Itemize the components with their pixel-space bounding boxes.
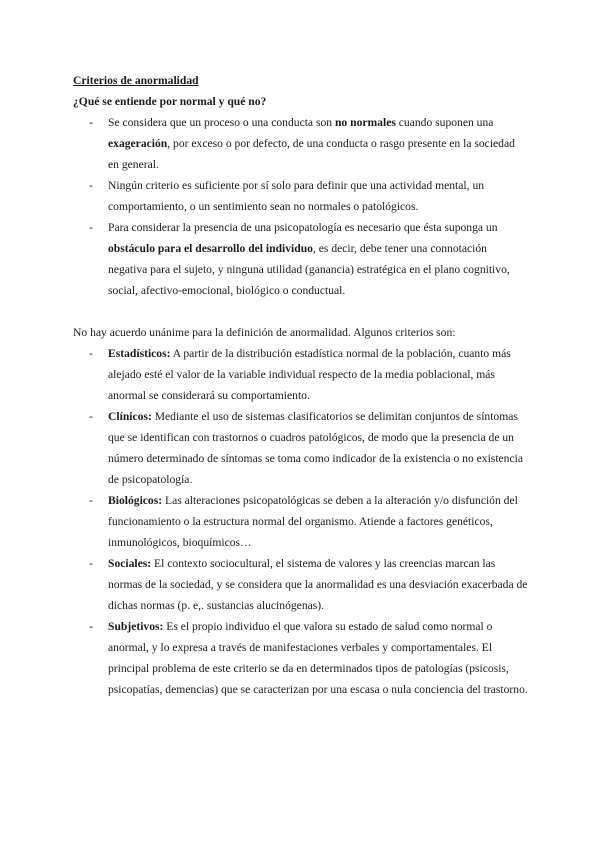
item-text: Para considerar la presencia de una psicopatología es necesario que ésta suponga un xyxy=(108,221,498,234)
list-item xyxy=(73,175,528,217)
dash-bullet: - xyxy=(89,557,93,570)
criteria-list xyxy=(73,343,528,700)
criterion-text: Mediante el uso de sistemas clasificatorios se delimitan conjuntos de síntomas que se identifican con trastornos o cuadros patológicos, de modo que la presencia de un número determinado de síntomas se toma como indicador de la existencia o no existencia de psicopatología. xyxy=(108,410,523,486)
list-item xyxy=(73,112,528,175)
criterion-text: A partir de la distribución estadística normal de la población, cuanto más alejado esté el valor de la variable individual respecto de la media poblacional, más anormal se considerará su comportamiento. xyxy=(108,347,511,402)
item-text: Ningún criterio es suficiente por sí solo para definir que una actividad mental, un comportamiento, o un sentimiento sean no normales o patológicos. xyxy=(108,179,485,213)
dash-bullet: - xyxy=(89,179,93,192)
dash-bullet: - xyxy=(89,410,93,423)
item-text: Se considera que un proceso o una conducta son xyxy=(108,116,335,129)
criterion-label: Estadísticos: xyxy=(108,347,171,360)
item-bold: exageración xyxy=(108,137,168,150)
intro-paragraph: No hay acuerdo unánime para la definición de anormalidad. Algunos criterios son: xyxy=(73,326,456,339)
criterion-biological xyxy=(73,490,528,553)
criterion-label: Biológicos: xyxy=(108,494,163,507)
definition-list xyxy=(73,112,528,301)
document-title: Criterios de anormalidad xyxy=(73,74,199,87)
item-text: cuando suponen una xyxy=(395,116,494,129)
dash-bullet: - xyxy=(89,347,93,360)
criterion-subjective xyxy=(73,616,528,700)
criterion-label: Clínicos: xyxy=(108,410,152,423)
criterion-statistical xyxy=(73,343,528,406)
dash-bullet: - xyxy=(89,494,93,507)
document-subtitle: ¿Qué se entiende por normal y qué no? xyxy=(73,95,267,108)
criterion-clinical xyxy=(73,406,528,490)
list-item xyxy=(73,217,528,301)
item-bold: obstáculo para el desarrollo del individuo xyxy=(108,242,313,255)
item-text: , es decir, debe tener una connotación negativa para el sujeto, y ninguna utilidad (ganancia) estratégica en el plano cognitivo, social, afectivo-emocional, biológico o conductual. xyxy=(108,242,510,297)
criterion-text: Las alteraciones psicopatológicas se deben a la alteración y/o disfunción del funcionamiento o la estructura normal del organismo. Atiende a factores genéticos, inmunológicos, bioquímicos… xyxy=(108,494,518,549)
criterion-text: El contexto sociocultural, el sistema de valores y las creencias marcan las normas de la sociedad, y se considera que la anormalidad es una desviación exacerbada de dichas normas (p. e,. sustancias alucinógenas). xyxy=(108,557,528,612)
item-bold: no normales xyxy=(334,116,396,129)
dash-bullet: - xyxy=(89,221,93,234)
dash-bullet: - xyxy=(89,620,93,633)
criterion-label: Sociales: xyxy=(108,557,152,570)
criterion-social xyxy=(73,553,528,616)
item-text: , por exceso o por defecto, de una conducta o rasgo presente en la sociedad en general. xyxy=(108,137,515,171)
criterion-label: Subjetivos: xyxy=(108,620,164,633)
dash-bullet: - xyxy=(89,116,93,129)
criterion-text: Es el propio individuo el que valora su estado de salud como normal o anormal, y lo expresa a través de manifestaciones verbales y comportamentales. El principal problema de este criterio se da en determinados tipos de patologías (psicosis, psicopatías, demencias) que se caracterizan por una escasa o nula conciencia del trastorno. xyxy=(108,620,528,696)
